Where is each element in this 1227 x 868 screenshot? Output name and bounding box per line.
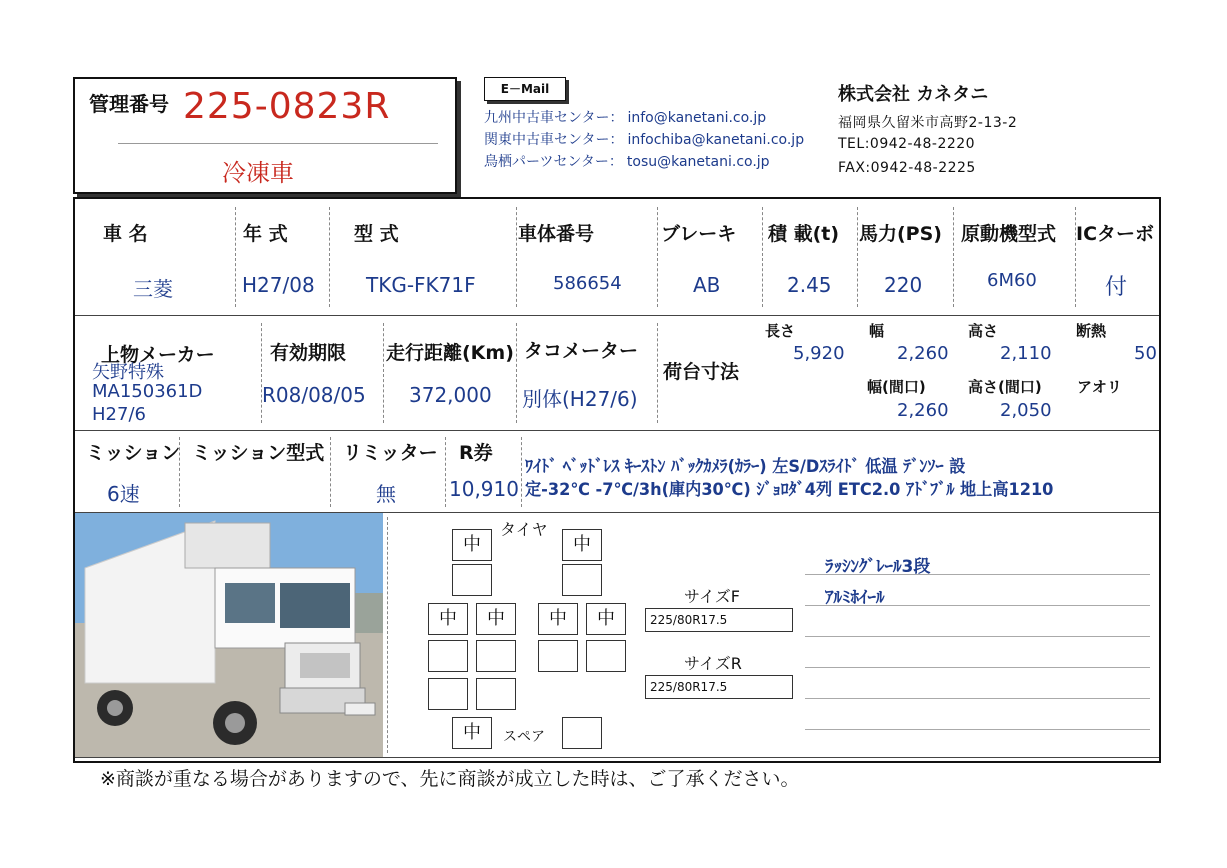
label-body-maker: 上物メーカー <box>101 344 215 366</box>
tire-slot <box>428 640 468 672</box>
label-cargo-dimensions: 荷台寸法 <box>663 361 740 383</box>
label-load: 積 載(t) <box>768 223 840 245</box>
tire-slot <box>476 678 516 710</box>
value-width: 2,260 <box>897 343 949 364</box>
label-engine: 原動機型式 <box>961 223 1057 245</box>
label-height: 高さ <box>968 322 999 340</box>
note-line <box>805 636 1150 637</box>
spare-label: スペア <box>503 729 545 745</box>
tire-slot <box>452 564 492 596</box>
note-item: ｱﾙﾐﾎｲｰﾙ <box>825 588 885 608</box>
value-inner-height: 2,050 <box>1000 400 1052 421</box>
tire-slot <box>428 678 468 710</box>
label-limiter: リミッター <box>343 442 438 464</box>
company-name: 株式会社 カネタニ <box>838 84 989 105</box>
size-f-label: サイズF <box>684 587 740 606</box>
center-name: 関東中古車センター： <box>484 132 624 148</box>
label-mission-type: ミッション型式 <box>192 442 325 464</box>
email-address[interactable]: infochiba@kanetani.co.jp <box>627 132 805 148</box>
header-divider <box>118 143 438 144</box>
row-divider <box>75 315 1159 316</box>
label-name: 車 名 <box>103 223 148 245</box>
value-mileage: 372,000 <box>409 383 492 407</box>
tire-rear-left-inner: 中 <box>476 603 516 635</box>
label-aori: アオリ <box>1077 378 1122 396</box>
label-inner-height: 高さ(間口) <box>968 378 1042 396</box>
note-line <box>805 574 1150 575</box>
value-expiry: R08/08/05 <box>262 383 366 407</box>
value-engine: 6M60 <box>987 270 1037 291</box>
col-divider <box>516 323 517 423</box>
note-line <box>805 667 1150 668</box>
size-r-value: 225/80R17.5 <box>645 675 793 699</box>
value-body-maker: 矢野特殊 <box>92 362 164 383</box>
footer-note: ※商談が重なる場合がありますので、先に商談が成立した時は、ご了承ください。 <box>100 768 800 790</box>
col-divider <box>657 207 658 307</box>
tire-rear-right-outer: 中 <box>586 603 626 635</box>
label-mileage: 走行距離(Km) <box>386 342 514 364</box>
remarks-line-2: 定-32℃ -7℃/3h(庫内30℃) ｼﾞｮﾛﾀﾞ4列 ETC2.0 ｱﾄﾞﾌﾞﾙ 地上高1210 <box>525 480 1054 500</box>
label-model: 型 式 <box>354 223 399 245</box>
tire-spare: 中 <box>452 717 492 749</box>
label-turbo: ICターボ <box>1076 223 1155 245</box>
col-divider <box>330 437 331 507</box>
label-hp: 馬力(PS) <box>859 223 942 245</box>
label-width: 幅 <box>869 322 885 340</box>
center-name: 鳥栖パーツセンター： <box>484 154 623 170</box>
tire-rear-right-inner: 中 <box>538 603 578 635</box>
size-r-label: サイズR <box>684 654 742 673</box>
vehicle-type: 冷凍車 <box>222 159 294 187</box>
row-divider <box>75 430 1159 431</box>
size-f-value: 225/80R17.5 <box>645 608 793 632</box>
tire-title: タイヤ <box>500 520 548 539</box>
value-load: 2.45 <box>787 273 832 297</box>
truck-photo <box>75 513 383 757</box>
row-divider <box>75 757 1159 758</box>
value-length: 5,920 <box>793 343 845 364</box>
company-address: 福岡県久留米市高野2-13-2 <box>838 115 1018 131</box>
tire-slot <box>562 564 602 596</box>
value-mission: 6速 <box>107 482 140 506</box>
tire-slot <box>476 640 516 672</box>
value-chassis: 586654 <box>553 273 622 294</box>
value-brake: AB <box>693 273 721 297</box>
note-line <box>805 729 1150 730</box>
note-line <box>805 698 1150 699</box>
label-chassis: 車体番号 <box>518 223 595 245</box>
col-divider <box>261 323 262 423</box>
email-tag: E－Mail <box>484 77 566 101</box>
value-model: TKG-FK71F <box>366 273 476 297</box>
col-divider <box>521 437 522 507</box>
email-address[interactable]: info@kanetani.co.jp <box>627 110 767 126</box>
tire-front-left: 中 <box>452 529 492 561</box>
label-length: 長さ <box>765 322 796 340</box>
col-divider <box>387 517 388 753</box>
tire-rear-left-outer: 中 <box>428 603 468 635</box>
tire-slot <box>562 717 602 749</box>
management-label: 管理番号 <box>89 92 169 116</box>
label-insulation: 断熱 <box>1076 322 1107 340</box>
email-row <box>484 129 804 149</box>
value-insulation: 50 <box>1134 343 1157 364</box>
value-turbo: 付 <box>1105 275 1128 300</box>
label-r-ticket: R券 <box>459 442 493 464</box>
note-item: ﾗｯｼﾝｸﾞﾚｰﾙ3段 <box>825 557 931 577</box>
label-inner-width: 幅(間口) <box>867 378 926 396</box>
remarks-line-1: ﾜｲﾄﾞ ﾍﾞｯﾄﾞﾚｽ ｷｰｽﾄﾝ ﾊﾞｯｸｶﾒﾗ(ｶﾗｰ) 左S/Dｽﾗｲﾄﾞ 低温 ﾃﾞﾝｿｰ 設 <box>525 457 966 477</box>
note-line <box>805 605 1150 606</box>
email-row <box>484 151 770 171</box>
value-body-model: MA150361D <box>92 381 203 402</box>
value-inner-width: 2,260 <box>897 400 949 421</box>
tire-slot <box>586 640 626 672</box>
label-year: 年 式 <box>243 223 288 245</box>
label-tacho: タコメーター <box>524 340 639 362</box>
col-divider <box>953 207 954 307</box>
col-divider <box>235 207 236 307</box>
value-r-ticket: 10,910 <box>449 477 519 501</box>
col-divider <box>857 207 858 307</box>
value-year: H27/08 <box>242 273 315 297</box>
col-divider <box>657 323 658 423</box>
col-divider <box>762 207 763 307</box>
company-tel: TEL:0942-48-2220 <box>838 136 976 152</box>
tire-slot <box>538 640 578 672</box>
center-name: 九州中古車センター： <box>484 110 624 126</box>
label-mission: ミッション <box>86 442 181 464</box>
col-divider <box>516 207 517 307</box>
value-name: 三菱 <box>133 277 173 301</box>
col-divider <box>329 207 330 307</box>
value-tacho: 別体(H27/6) <box>522 387 638 411</box>
tire-front-right: 中 <box>562 529 602 561</box>
value-limiter: 無 <box>376 482 396 506</box>
col-divider <box>383 323 384 423</box>
email-address[interactable]: tosu@kanetani.co.jp <box>626 154 770 170</box>
value-height: 2,110 <box>1000 343 1052 364</box>
value-hp: 220 <box>884 273 923 297</box>
col-divider <box>445 437 446 507</box>
email-row <box>484 107 766 127</box>
label-expiry: 有効期限 <box>270 342 347 364</box>
company-fax: FAX:0942-48-2225 <box>838 160 976 176</box>
management-number: 225-0823R <box>183 86 391 127</box>
value-body-date: H27/6 <box>92 404 146 425</box>
label-brake: ブレーキ <box>661 223 737 245</box>
